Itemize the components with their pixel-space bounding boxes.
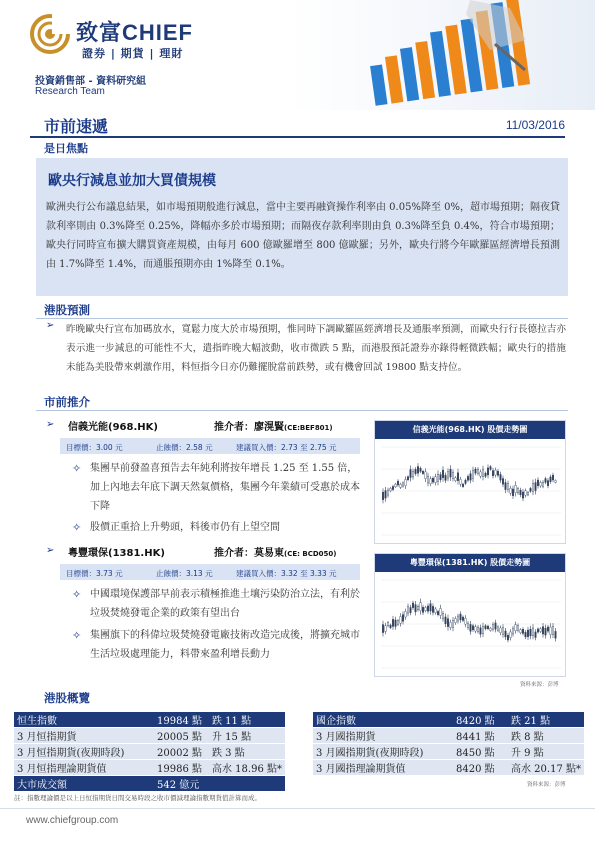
- candle-body: [450, 622, 452, 627]
- candle-body: [465, 480, 467, 483]
- diamond-bullet-icon: ✧: [72, 588, 82, 601]
- candle-body: [407, 477, 409, 480]
- candle-body: [542, 482, 544, 486]
- report-date: 11/03/2016: [505, 118, 565, 132]
- stock-header: [46, 544, 366, 560]
- candle-body: [537, 629, 539, 632]
- overview-row: [14, 760, 285, 776]
- overview-row: [14, 728, 285, 744]
- candle-body: [495, 623, 497, 629]
- candle-body: [390, 625, 392, 628]
- candle-body: [402, 615, 404, 622]
- candle-body: [395, 484, 397, 487]
- overview-name: 3 月恒指期貨(夜期時段): [14, 744, 154, 760]
- candle-body: [497, 471, 499, 475]
- overview-change: 升 15 點: [209, 728, 285, 744]
- price-chart-1381: [374, 553, 566, 677]
- overview-name: 3 月國指期貨(夜期時段): [313, 744, 453, 760]
- overview-source: 資料來源：彭博: [527, 782, 566, 788]
- candle-body: [402, 483, 404, 486]
- overview-name: 國企指數: [313, 712, 453, 728]
- hk-outlook-text: 昨晚歐央行宣布加碼放水，寬鬆力度大於市場預期，惟同時下調歐羅區經濟增長及通脹率預測，而歐央行行長德拉吉亦表示進一步減息的可能性不大，遣指昨晚大幅波動，收市微跌 5 點，而港股預託證券亦錄得輕微跌幅；歐央行的措施未能為美股帶來刺激作用，料恒指今日亦仍難擺脫當前跌勢，或有機會回試 19800 點支持位。: [66, 324, 566, 373]
- candle-body: [537, 480, 539, 486]
- candle-body: [405, 611, 407, 617]
- candle-body: [382, 625, 384, 633]
- candle-body: [475, 469, 477, 473]
- candle-body: [390, 488, 392, 491]
- candle-body: [510, 488, 512, 493]
- brand-subtitle: 證券 | 期貨 | 理財: [82, 47, 184, 60]
- candle-body: [397, 481, 399, 485]
- candle-body: [467, 623, 469, 627]
- overview-value: 8420 點: [453, 712, 508, 728]
- hsi-overview-table: [14, 712, 285, 792]
- candle-body: [470, 624, 472, 631]
- brand-name: 致富CHIEF: [76, 20, 194, 45]
- overview-value: 20005 點: [154, 728, 209, 744]
- candle-body: [547, 481, 549, 486]
- candle-body: [482, 469, 484, 476]
- target-price: 目標價：3.00 元: [66, 443, 123, 452]
- candle-body: [552, 475, 554, 480]
- candle-body: [410, 470, 412, 478]
- candle-body: [417, 606, 419, 610]
- candle-body: [420, 603, 422, 611]
- candle-body: [532, 628, 534, 636]
- candle-body: [400, 484, 402, 487]
- candle-body: [555, 631, 557, 638]
- arrow-bullet-icon: ➢: [46, 419, 55, 430]
- buy-range: 建議買入價：2.73 至 2.75 元: [236, 443, 337, 452]
- candle-body: [472, 626, 474, 630]
- candle-body: [530, 488, 532, 491]
- hk-outlook-title: 港股預測: [44, 303, 90, 317]
- overview-row: [313, 712, 584, 728]
- overview-value: 542 億元: [154, 776, 209, 792]
- candle-body: [412, 603, 414, 608]
- candle-body: [507, 635, 509, 640]
- candle-body: [500, 628, 502, 633]
- candle-body: [477, 627, 479, 631]
- candle-body: [430, 604, 432, 611]
- candle-body: [415, 469, 417, 473]
- candle-body: [517, 489, 519, 493]
- candle-body: [432, 478, 434, 482]
- candle-body: [480, 628, 482, 634]
- candle-body: [387, 490, 389, 495]
- candle-body: [542, 627, 544, 634]
- overview-value: 19984 點: [154, 712, 209, 728]
- candle-body: [480, 472, 482, 476]
- overview-row: [14, 744, 285, 760]
- candlestick-chart: [381, 443, 561, 539]
- candle-body: [502, 479, 504, 485]
- bullet-text: 集團旗下的科偉垃圾焚燒發電廠技術改造完成後，將擴充城市生活垃圾處理能力，料帶來盈利增長動力: [90, 630, 360, 660]
- candle-body: [400, 617, 402, 624]
- stop-loss-price: 止蝕價：2.58 元: [156, 443, 213, 452]
- candle-body: [415, 605, 417, 612]
- recommendations-title: 市前推介: [44, 395, 90, 409]
- candle-body: [427, 606, 429, 611]
- overview-value: 20002 點: [154, 744, 209, 760]
- candle-body: [425, 607, 427, 610]
- candle-body: [527, 492, 529, 495]
- stock-name: 粵豐環保(1381.HK): [68, 548, 165, 559]
- focus-box: [36, 158, 568, 296]
- candle-body: [517, 626, 519, 630]
- candle-body: [495, 470, 497, 475]
- overview-change: 高水 18.96 點*: [209, 760, 285, 776]
- candle-body: [535, 483, 537, 491]
- candle-body: [452, 472, 454, 478]
- candle-body: [552, 627, 554, 635]
- candle-body: [452, 621, 454, 628]
- footer: [0, 808, 595, 832]
- bullet-text: 集團早前發盈喜預告去年純利將按年增長 1.25 至 1.55 倍，加上內地去年底下調天然氣價格，集團今年業績可受惠於成本下降: [90, 463, 360, 512]
- candle-body: [492, 471, 494, 476]
- title-row: [30, 110, 565, 138]
- candle-body: [432, 606, 434, 612]
- candle-body: [460, 614, 462, 620]
- focus-body: 歐洲央行公布議息結果，如市場預期般進行減息，當中主要再融資操作利率由 0.05%降至 0%，超市場預期；隔夜貸款利率則由 0.3%降至 0.25%，降幅亦多於市場預期；而隔夜存款利率則由負 0.3%降至負 0.4%，符合市場預期；歐央行同時宣布擴大購買資產規模，由每月 600 億歐羅增至 800 億歐羅；另外，歐央行將今年歐羅區經濟增長預測由 1.7%降至 1.4%，而通脹預期亦由 1%降至 0.1%。: [46, 202, 560, 270]
- candle-body: [527, 630, 529, 637]
- overview-row: [313, 728, 584, 744]
- candle-body: [522, 629, 524, 633]
- overview-change: [209, 776, 285, 792]
- candle-body: [392, 486, 394, 489]
- candle-body: [467, 476, 469, 480]
- candle-body: [417, 467, 419, 474]
- logo-mark-icon: [30, 14, 70, 54]
- candle-body: [382, 492, 384, 500]
- company-logo: [30, 14, 290, 62]
- candle-body: [440, 608, 442, 615]
- candle-body: [407, 607, 409, 613]
- diamond-bullet-icon: ✧: [72, 629, 82, 642]
- website-link[interactable]: www.chiefgroup.com: [26, 815, 119, 826]
- focus-heading: 歐央行減息並加大買債規模: [48, 173, 216, 189]
- overview-change: 跌 11 點: [209, 712, 285, 728]
- candle-body: [450, 469, 452, 477]
- candle-body: [472, 471, 474, 479]
- candle-body: [435, 477, 437, 483]
- candle-body: [535, 632, 537, 638]
- overview-row: [14, 712, 285, 728]
- candle-body: [422, 471, 424, 473]
- stock-header: [46, 418, 366, 434]
- overview-row: [14, 776, 285, 792]
- candle-body: [502, 628, 504, 635]
- overview-value: 8420 點: [453, 760, 508, 776]
- candle-body: [457, 616, 459, 621]
- footnote: 註：指數理論價是以上日恒指期貨日間交易時段之收市價減理論指數期貨值計算而成。: [14, 794, 261, 802]
- candle-body: [482, 626, 484, 633]
- stock-analyst: 推介者：莫易東(CE: BCD050): [214, 548, 337, 559]
- candle-body: [422, 607, 424, 612]
- overview-name: 3 月國指期貨: [313, 728, 453, 744]
- target-price: 目標價：3.73 元: [66, 569, 123, 578]
- overview-row: [313, 760, 584, 776]
- candle-body: [395, 620, 397, 626]
- candlestick-chart: [381, 576, 561, 672]
- arrow-bullet-icon: ➢: [46, 545, 55, 556]
- candle-body: [550, 627, 552, 635]
- candle-body: [455, 618, 457, 622]
- stop-loss-price: 止蝕價：3.13 元: [156, 569, 213, 578]
- candle-body: [437, 474, 439, 481]
- chart-title: 粵豐環保(1381.HK) 股價走勢圖: [375, 554, 565, 572]
- overview-name: 恒生指數: [14, 712, 154, 728]
- candle-body: [520, 630, 522, 633]
- overview-name: 3 月國指理論期貨值: [313, 760, 453, 776]
- candle-body: [490, 467, 492, 470]
- candle-body: [447, 472, 449, 478]
- bullet-text: 中國環境保護部早前表示積極推進土壤污染防治立法，有利於垃圾焚燒發電企業的政策有望出台: [90, 589, 360, 619]
- candle-body: [515, 625, 517, 631]
- overview-value: 8450 點: [453, 744, 508, 760]
- overview-change: 高水 20.17 點*: [508, 760, 584, 776]
- candle-body: [392, 619, 394, 626]
- candle-body: [425, 472, 427, 479]
- overview-row: [313, 744, 584, 760]
- candle-body: [445, 475, 447, 480]
- overview-change: 跌 3 點: [209, 744, 285, 760]
- candle-body: [397, 621, 399, 625]
- candle-body: [435, 609, 437, 613]
- candle-body: [462, 617, 464, 620]
- stock-analyst: 推介者：廖滉賢(CE:BEF801): [214, 422, 333, 433]
- candle-body: [410, 608, 412, 613]
- candle-body: [487, 626, 489, 629]
- candle-body: [405, 479, 407, 485]
- diamond-bullet-icon: ✧: [72, 521, 82, 534]
- candle-body: [385, 626, 387, 632]
- candle-body: [522, 492, 524, 498]
- candle-body: [512, 489, 514, 496]
- candle-body: [510, 632, 512, 638]
- candle-body: [525, 632, 527, 637]
- candle-body: [500, 474, 502, 480]
- candle-body: [492, 624, 494, 629]
- diamond-bullet-icon: ✧: [72, 462, 82, 475]
- candle-body: [430, 479, 432, 484]
- candle-body: [460, 479, 462, 484]
- candle-body: [540, 629, 542, 632]
- candle-body: [487, 468, 489, 475]
- overview-change: 升 9 點: [508, 744, 584, 760]
- bullet-text: 股價正重拾上升勢頭，料後市仍有上望空間: [90, 522, 280, 533]
- focus-label: 是日焦點: [44, 142, 88, 155]
- candle-body: [475, 627, 477, 631]
- chart-source: 資料來源：彭博: [520, 682, 559, 688]
- candle-body: [412, 471, 414, 477]
- candle-body: [387, 623, 389, 626]
- buy-range: 建議買入價：3.32 至 3.33 元: [236, 569, 337, 578]
- candle-body: [515, 485, 517, 493]
- candle-body: [505, 483, 507, 490]
- price-chart-968: [374, 420, 566, 544]
- candle-body: [440, 475, 442, 480]
- candle-body: [470, 474, 472, 480]
- candle-body: [385, 491, 387, 498]
- candle-body: [550, 477, 552, 482]
- department-label: 投資銷售部 - 資料研究組: [35, 76, 147, 87]
- price-target-bar: [60, 438, 360, 454]
- hscei-overview-table: [313, 712, 584, 776]
- candle-body: [520, 490, 522, 495]
- candle-body: [445, 617, 447, 624]
- candle-body: [485, 626, 487, 629]
- candle-body: [530, 629, 532, 636]
- chart-title: 信義光能(968.HK) 股價走勢圖: [375, 421, 565, 439]
- section-divider: [36, 318, 568, 319]
- candle-body: [512, 629, 514, 634]
- candle-body: [462, 484, 464, 487]
- candle-body: [477, 469, 479, 473]
- candle-body: [442, 470, 444, 478]
- candle-body: [497, 627, 499, 630]
- overview-name: 3 月恒指期貨: [14, 728, 154, 744]
- candle-body: [455, 478, 457, 481]
- candle-body: [437, 611, 439, 614]
- team-label: Research Team: [35, 86, 105, 97]
- candle-body: [505, 631, 507, 637]
- header-bar-chart-illustration: [290, 0, 595, 110]
- candle-body: [525, 491, 527, 496]
- overview-value: 8441 點: [453, 728, 508, 744]
- candle-body: [457, 473, 459, 481]
- candle-body: [427, 476, 429, 483]
- market-overview-title: 港股概覽: [44, 691, 90, 705]
- page-title: 市前速遞: [44, 117, 109, 136]
- candle-body: [465, 618, 467, 624]
- overview-value: 19986 點: [154, 760, 209, 776]
- candle-body: [547, 627, 549, 631]
- section-divider: [36, 410, 568, 411]
- candle-body: [490, 628, 492, 630]
- candle-body: [507, 484, 509, 490]
- candle-body: [420, 468, 422, 471]
- overview-change: 跌 8 點: [508, 728, 584, 744]
- candle-body: [540, 482, 542, 486]
- candle-body: [555, 480, 557, 482]
- overview-name: 3 月恒指理論期貨值: [14, 760, 154, 776]
- candle-body: [485, 473, 487, 476]
- candle-body: [545, 628, 547, 635]
- arrow-bullet-icon: ➢: [46, 320, 55, 331]
- candle-body: [545, 479, 547, 483]
- stock-name: 信義光能(968.HK): [68, 422, 158, 433]
- candle-body: [532, 483, 534, 491]
- candle-body: [447, 619, 449, 627]
- overview-change: 跌 21 點: [508, 712, 584, 728]
- price-target-bar: [60, 564, 360, 580]
- candle-body: [442, 614, 444, 619]
- overview-name: 大市成交額: [14, 776, 154, 792]
